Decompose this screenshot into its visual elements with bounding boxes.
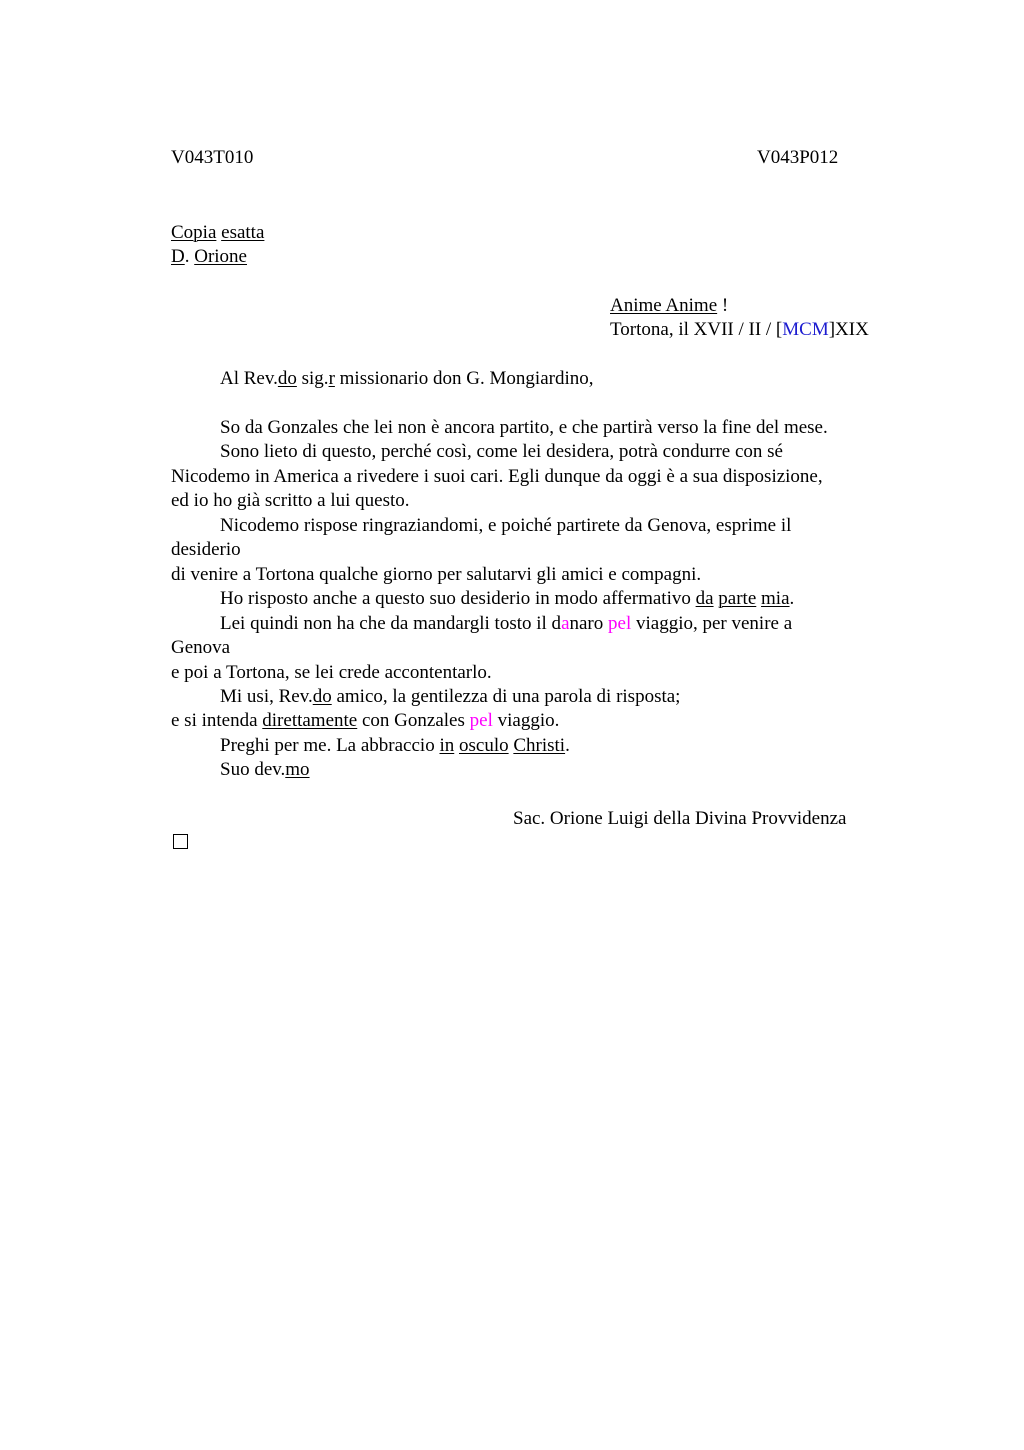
p7-text-a: e si intenda: [171, 710, 263, 731]
copy-word: Copia: [171, 222, 217, 243]
p4-da: da: [695, 588, 714, 609]
closing-text: Suo dev.: [220, 759, 286, 780]
p7-text-c: viaggio.: [492, 710, 560, 731]
motto-mark: !: [721, 295, 729, 316]
motto-text: Anime Anime: [610, 295, 718, 316]
p7-highlight-pel: pel: [469, 710, 493, 731]
p8-text: Preghi per me. La abbraccio: [220, 735, 440, 756]
p8-osculo: osculo: [459, 735, 509, 756]
date-highlight: MCM: [782, 319, 829, 340]
paragraph-7: [171, 709, 559, 733]
salutation-sig: sig.: [296, 368, 329, 389]
p5-text-c: viaggio, per venire a: [631, 613, 793, 634]
salutation-rev: Al Rev.: [220, 368, 278, 389]
salutation-do: do: [277, 368, 297, 389]
exact-word: esatta: [221, 222, 265, 243]
paragraph-5-line2: Genova: [171, 637, 231, 658]
salutation-rest: missionario don G. Mongiardino,: [334, 368, 594, 389]
copy-note-line1: [171, 221, 264, 245]
p4-period: .: [789, 588, 795, 609]
paragraph-2-line1: Sono lieto di questo, perché così, come lei desidera, potrà condurre con sé: [220, 441, 783, 462]
archive-code-right: V043P012: [757, 147, 839, 168]
salutation-r: r: [328, 368, 335, 389]
p6-text-b: amico, la gentilezza di una parola di risposta;: [331, 686, 681, 707]
paragraph-3-line3: di venire a Tortona qualche giorno per salutarvi gli amici e compagni.: [171, 564, 702, 585]
paragraph-5-line1: [220, 612, 792, 636]
p4-mia: mia: [761, 588, 790, 609]
p6-do: do: [312, 686, 332, 707]
p5-highlight-a: a: [561, 613, 570, 634]
checkbox-square-icon: [173, 834, 188, 849]
p7-text-b: con Gonzales: [357, 710, 470, 731]
p8-in: in: [439, 735, 455, 756]
p4-parte: parte: [718, 588, 757, 609]
salutation: [220, 367, 594, 391]
paragraph-1: So da Gonzales che lei non è ancora partito, e che partirà verso la fine del mese.: [220, 417, 828, 438]
p4-text: Ho risposto anche a questo suo desiderio in modo affermativo: [220, 588, 696, 609]
signature: Sac. Orione Luigi della Divina Provvidenza: [513, 808, 847, 829]
paragraph-2-line3: ed io ho già scritto a lui questo.: [171, 490, 410, 511]
orione-word: Orione: [194, 246, 247, 267]
paragraph-2-line2: Nicodemo in America a rivedere i suoi cari. Egli dunque da oggi è a sua disposizione,: [171, 466, 823, 487]
copy-note-line2: D. Orione: [171, 246, 247, 267]
paragraph-8: [220, 734, 570, 758]
closing: [220, 758, 310, 782]
archive-code-left: V043T010: [171, 147, 254, 168]
date-suffix: ]XIX: [828, 319, 869, 340]
paragraph-6: [220, 685, 680, 709]
p6-text-a: Mi usi, Rev.: [220, 686, 313, 707]
paragraph-4: [220, 587, 794, 611]
p7-direttamente: direttamente: [262, 710, 358, 731]
closing-mo: mo: [285, 759, 310, 780]
p5-highlight-pel: pel: [608, 613, 632, 634]
p8-period: .: [565, 735, 570, 756]
date-prefix: Tortona, il XVII / II / [: [610, 319, 783, 340]
p8-christi: Christi: [513, 735, 566, 756]
paragraph-3-line1: Nicodemo rispose ringraziandomi, e poiché partirete da Genova, esprime il: [220, 515, 792, 536]
motto: [610, 294, 728, 318]
paragraph-3-line2: desiderio: [171, 539, 241, 560]
p5-text-b: naro: [569, 613, 609, 634]
p5-text-a: Lei quindi non ha che da mandargli tosto il d: [220, 613, 562, 634]
initial-d: D: [171, 246, 185, 267]
paragraph-5-line3: e poi a Tortona, se lei crede accontentarlo.: [171, 662, 492, 683]
date-line: [610, 318, 869, 342]
